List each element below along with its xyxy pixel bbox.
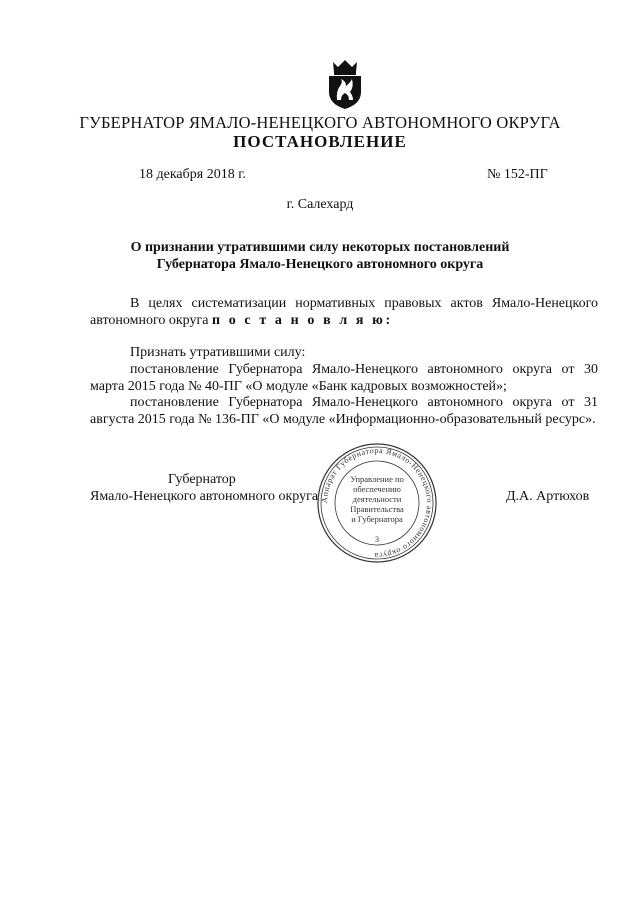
document-date: 18 декабря 2018 г. xyxy=(139,167,246,182)
signatory-position-line-1: Губернатор xyxy=(168,472,236,487)
preamble-text: В целях систематизации нормативных правовых актов Ямало-Ненецкого автономного округа xyxy=(90,296,598,328)
document-place: г. Салехард xyxy=(286,197,354,212)
stamp-line-3: деятельности xyxy=(352,494,402,504)
official-stamp xyxy=(316,442,438,564)
document-title xyxy=(80,239,560,273)
stamp-line-5: и Губернатора xyxy=(351,514,403,524)
issuing-authority: ГУБЕРНАТОР ЯМАЛО-НЕНЕЦКОГО АВТОНОМНОГО ОКРУГА xyxy=(79,113,561,132)
signatory-position-line-2: Ямало-Ненецкого автономного округа xyxy=(90,489,319,504)
stamp-line-4: Правительства xyxy=(350,504,404,514)
stamp-ring-text: Аппарат Губернатора Ямало-Ненецкого автономного округа xyxy=(319,445,435,561)
preamble-paragraph xyxy=(90,296,598,329)
coat-of-arms-icon xyxy=(325,58,365,110)
repealed-item-1: постановление Губернатора Ямало-Ненецкого автономного округа от 30 марта 2015 года № 40-ПГ «О модуле «Банк кадровых возможностей»; xyxy=(90,362,598,394)
stamp-line-1: Управление по xyxy=(350,474,404,484)
signatory-name: Д.А. Артюхов xyxy=(506,489,590,504)
stamp-number: 3 xyxy=(375,535,379,544)
document-type: ПОСТАНОВЛЕНИЕ xyxy=(233,132,407,151)
decree-word: п о с т а н о в л я ю: xyxy=(211,312,393,328)
recognize-paragraph: Признать утратившими силу: xyxy=(130,345,306,360)
repealed-item-2: постановление Губернатора Ямало-Ненецкого автономного округа от 31 августа 2015 года № 136-ПГ «О модуле «Информационно-образовательный ресурс». xyxy=(90,395,598,427)
title-line-2: Губернатора Ямало-Ненецкого автономного округа xyxy=(156,257,484,272)
title-line-1: О признании утратившими силу некоторых постановлений xyxy=(130,240,510,255)
stamp-line-2: обеспечению xyxy=(353,484,401,494)
document-number: № 152-ПГ xyxy=(487,167,548,182)
